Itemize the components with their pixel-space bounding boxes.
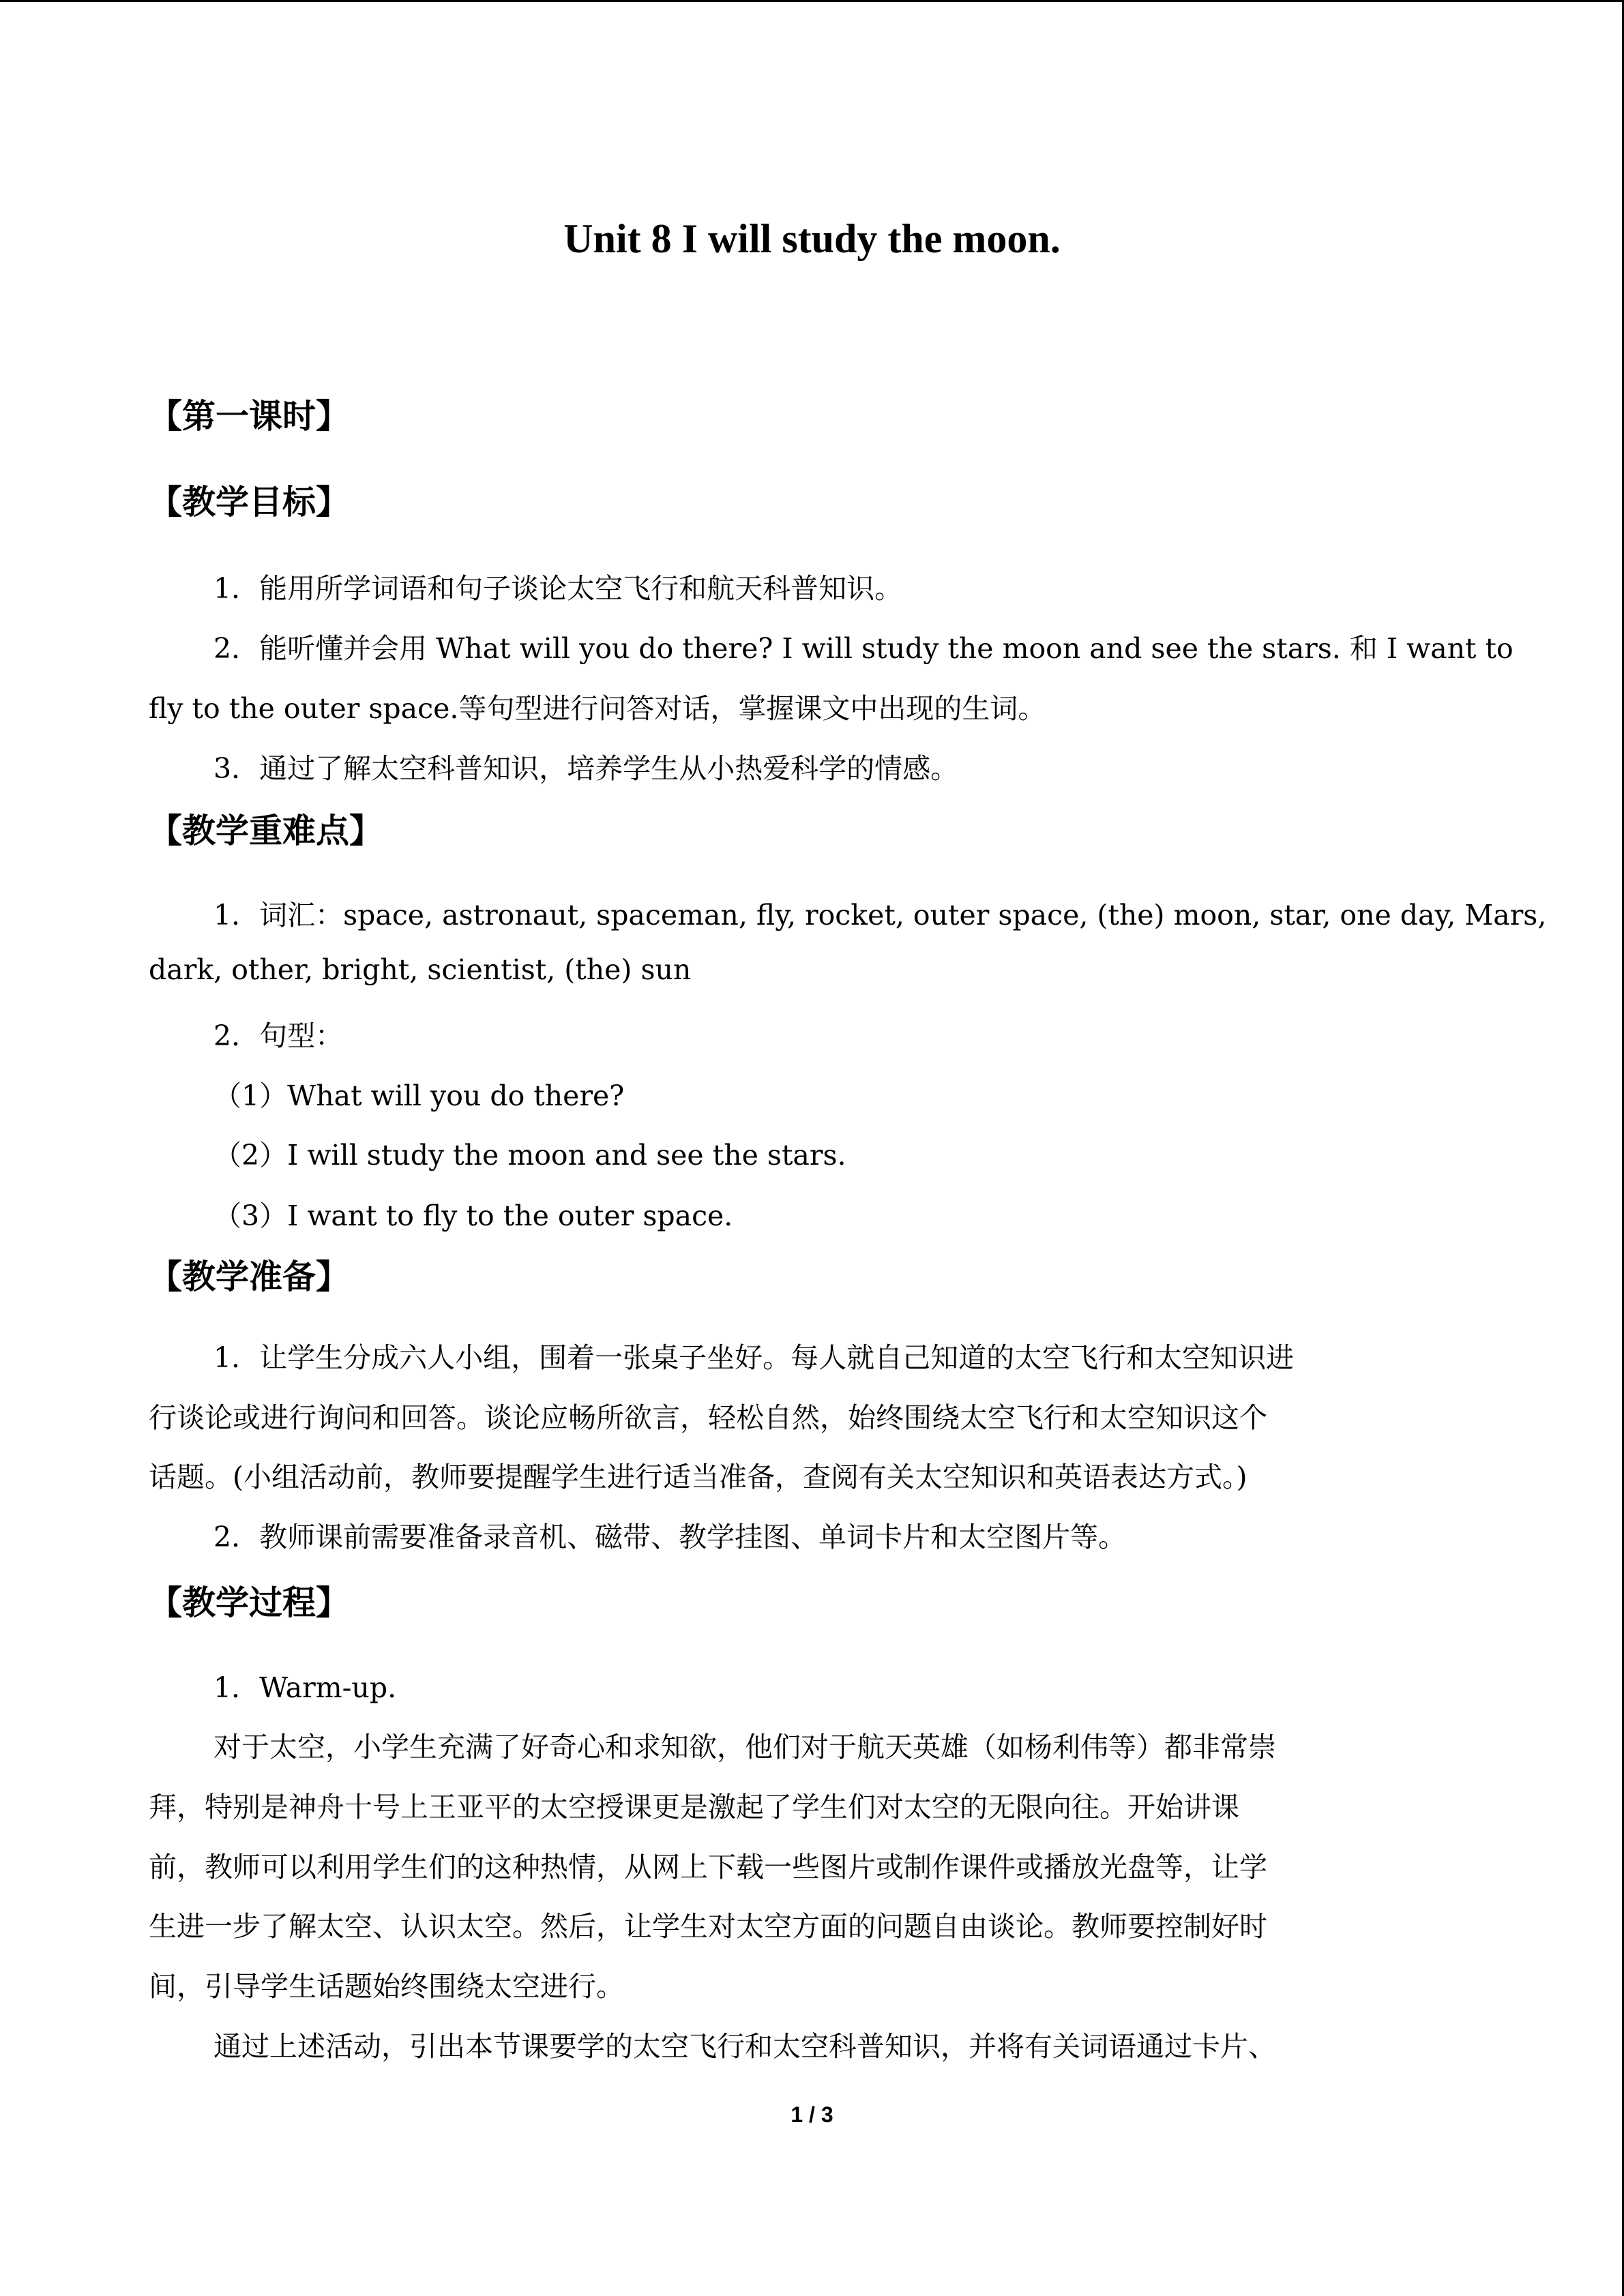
document-title: Unit 8 I will study the moon. — [563, 216, 1061, 261]
heading-lesson: 【第一课时】 — [149, 397, 350, 436]
goal-1: 1．能用所学词语和句子谈论太空飞行和航天科普知识。 — [213, 572, 903, 605]
heading-preparation: 【教学准备】 — [149, 1257, 350, 1296]
goal-3: 3．通过了解太空科普知识，培养学生从小热爱科学的情感。 — [213, 752, 959, 785]
process-para-1: 对于太空，小学生充满了好奇心和求知欲，他们对于航天英雄（如杨利伟等）都非常崇 — [213, 1731, 1276, 1763]
sentence-1: （1）What will you do there? — [213, 1079, 625, 1112]
prep-2: 2．教师课前需要准备录音机、磁带、教学挂图、单词卡片和太空图片等。 — [213, 1521, 1127, 1553]
key-sentences-label: 2．句型： — [213, 1019, 344, 1052]
process-para-1-e: 间，引导学生话题始终围绕太空进行。 — [149, 1970, 624, 2003]
process-warmup: 1．Warm-up. — [213, 1671, 397, 1704]
process-para-1-d: 生进一步了解太空、认识太空。然后，让学生对太空方面的问题自由谈论。教师要控制好时 — [149, 1910, 1267, 1943]
page-border-top — [0, 0, 1624, 2]
key-vocab-cont: dark, other, bright, scientist, (the) sun — [149, 953, 692, 986]
heading-key-points: 【教学重难点】 — [149, 811, 383, 850]
prep-1-cont-a: 行谈论或进行询问和回答。谈论应畅所欲言，轻松自然，始终围绕太空飞行和太空知识这个 — [149, 1401, 1267, 1434]
heading-process: 【教学过程】 — [149, 1583, 350, 1622]
process-para-1-b: 拜，特别是神舟十号上王亚平的太空授课更是激起了学生们对太空的无限向往。开始讲课 — [149, 1791, 1239, 1823]
key-vocab: 1．词汇：space, astronaut, spaceman, fly, rocket, outer space, (the) moon, star, one day, Mars, — [213, 899, 1547, 931]
process-para-1-c: 前，教师可以利用学生们的这种热情，从网上下载一些图片或制作课件或播放光盘等，让学 — [149, 1851, 1267, 1883]
page-number: 1 / 3 — [791, 2102, 833, 2127]
process-para-2: 通过上述活动，引出本节课要学的太空飞行和太空科普知识，并将有关词语通过卡片、 — [213, 2030, 1276, 2063]
sentence-3: （3）I want to fly to the outer space. — [213, 1199, 733, 1232]
heading-goals: 【教学目标】 — [149, 483, 350, 522]
goal-2-cont: fly to the outer space.等句型进行问答对话，掌握课文中出现的生词。 — [149, 692, 1046, 725]
prep-1: 1．让学生分成六人小组，围着一张桌子坐好。每人就自己知道的太空飞行和太空知识进 — [213, 1341, 1295, 1374]
prep-1-cont-b: 话题。(小组活动前，教师要提醒学生进行适当准备，查阅有关太空知识和英语表达方式。) — [149, 1461, 1247, 1493]
goal-2: 2．能听懂并会用 What will you do there? I will study the moon and see the stars. 和 I want to — [213, 632, 1514, 665]
sentence-2: （2）I will study the moon and see the stars. — [213, 1139, 846, 1172]
